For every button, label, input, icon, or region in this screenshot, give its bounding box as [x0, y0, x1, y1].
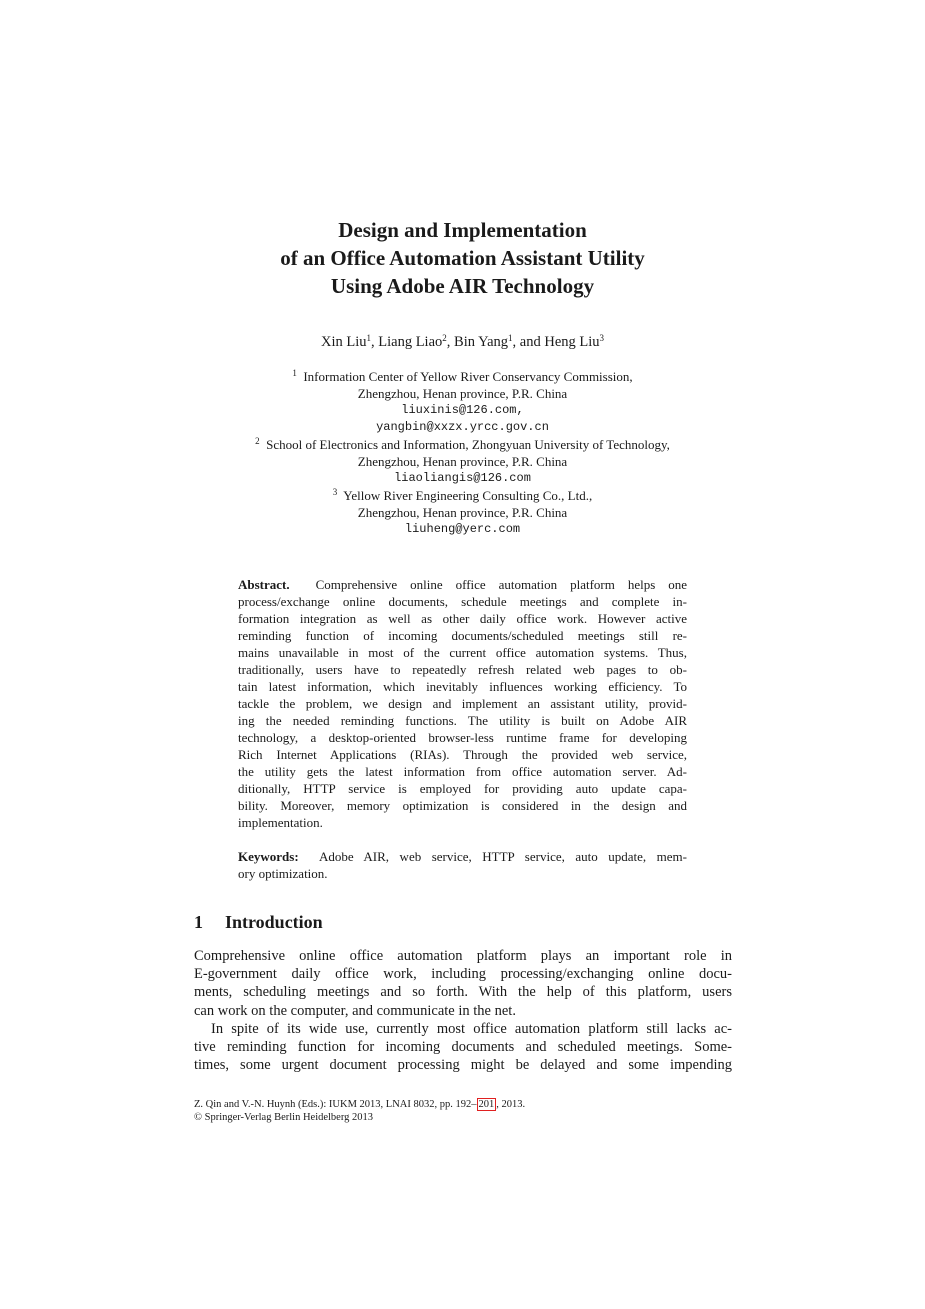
affil-location: Zhengzhou, Henan province, P.R. China	[357, 386, 568, 401]
author-affil-mark: 1	[366, 333, 371, 343]
abstract-line: the utility gets the latest information from office automation server. Ad-	[238, 764, 687, 779]
affiliation-2	[0, 436, 925, 453]
keywords	[238, 848, 687, 882]
body-line: Comprehensive online office automation platform plays an important role in	[194, 948, 732, 964]
section-title: Introduction	[225, 912, 323, 932]
affil-email: liuheng@yerc.com	[404, 522, 521, 536]
abstract-line: reminding function of incoming documents/scheduled meetings still re-	[238, 628, 687, 643]
author-separator: ,	[371, 334, 379, 350]
body-line: times, some urgent document processing might be delayed and some impending	[194, 1057, 732, 1074]
author-separator: ,	[446, 334, 455, 350]
abstract-line: technology, a desktop-oriented browser-less runtime frame for developing	[238, 730, 687, 745]
affil-org: Information Center of Yellow River Conservancy Commission,	[303, 369, 633, 384]
author-name: Bin Yang	[454, 334, 509, 350]
affil-email: liaoliangis@126.com	[394, 471, 531, 485]
abstract-line: tackle the problem, we design and implement an assistant utility, provid-	[238, 696, 687, 711]
section-heading	[194, 910, 323, 934]
affil-mark: 1	[292, 368, 297, 378]
footer-line-1	[194, 1098, 525, 1111]
affil-email: yangbin@xxzx.yrcc.gov.cn	[376, 420, 549, 434]
author-name: Heng Liu	[544, 334, 600, 350]
affil-mark: 2	[255, 436, 260, 446]
abstract	[238, 576, 687, 831]
abstract-line	[238, 576, 687, 593]
abstract-line: bility. Moreover, memory optimization is considered in the design and	[238, 798, 687, 813]
abstract-line: implementation.	[238, 815, 323, 830]
abstract-line: Rich Internet Applications (RIAs). Through the provided web service,	[238, 747, 687, 762]
keywords-line	[238, 848, 687, 865]
abstract-text: Comprehensive online office automation platform helps one	[315, 577, 688, 592]
body-text	[194, 947, 732, 1074]
body-line: tive reminding function for incoming documents and scheduled meetings. Some-	[194, 1039, 732, 1056]
citation-text: Z. Qin and V.-N. Huynh (Eds.): IUKM 2013, LNAI 8032, pp. 192–	[194, 1099, 477, 1110]
title-line-1: Design and Implementation	[338, 218, 587, 242]
affil-mark: 3	[332, 487, 338, 497]
affil-email: liuxinis@126.com,	[401, 403, 524, 417]
body-line: can work on the computer, and communicate in the net.	[194, 1002, 516, 1019]
affiliation-3	[0, 487, 925, 504]
abstract-line: ditionally, HTTP service is employed for providing auto update capa-	[238, 781, 687, 796]
abstract-line: mains unavailable in most of the current office automation systems. Thus,	[238, 645, 687, 660]
abstract-line: ing the needed reminding functions. The utility is built on Adobe AIR	[238, 713, 687, 728]
affiliation-1	[0, 368, 925, 385]
abstract-line: traditionally, users have to repeatedly refresh related web pages to ob-	[238, 662, 687, 677]
author-name: Liang Liao	[378, 334, 443, 350]
abstract-label: Abstract.	[238, 577, 290, 592]
author-list	[0, 333, 925, 351]
footer-citation	[194, 1098, 525, 1124]
citation-year: , 2013.	[496, 1099, 526, 1110]
title-line-2: of an Office Automation Assistant Utility	[280, 246, 645, 270]
copyright-line: © Springer-Verlag Berlin Heidelberg 2013	[194, 1112, 374, 1123]
author-affil-mark: 1	[508, 333, 513, 343]
page-link[interactable]: 201	[478, 1099, 495, 1110]
keywords-text: Adobe AIR, web service, HTTP service, auto update, mem-	[318, 849, 687, 864]
abstract-line: tain latest information, which inevitably influences working efficiency. To	[238, 679, 687, 694]
affiliations	[0, 368, 925, 538]
affil-location: Zhengzhou, Henan province, P.R. China	[357, 454, 568, 469]
affil-org: School of Electronics and Information, Zhongyuan University of Technology,	[266, 437, 670, 452]
keywords-line: ory optimization.	[238, 866, 328, 881]
keywords-label: Keywords:	[238, 849, 299, 864]
author-affil-mark: 3	[599, 333, 605, 343]
paper-title	[0, 216, 925, 300]
affil-location: Zhengzhou, Henan province, P.R. China	[357, 505, 568, 520]
affil-org: Yellow River Engineering Consulting Co., Ltd.,	[343, 488, 593, 503]
abstract-line: formation integration as well as other daily office work. However active	[238, 611, 687, 626]
abstract-line: process/exchange online documents, schedule meetings and complete in-	[238, 594, 687, 609]
section-number: 1	[194, 912, 203, 932]
body-line: In spite of its wide use, currently most office automation platform still lacks ac-	[211, 1020, 732, 1037]
author-separator: , and	[512, 334, 545, 350]
title-line-3: Using Adobe AIR Technology	[330, 274, 595, 298]
author-name: Xin Liu	[320, 334, 367, 350]
author-affil-mark: 2	[442, 333, 447, 343]
body-line: ments, scheduling meetings and so forth. With the help of this platform, users	[194, 984, 732, 1001]
body-line: E-government daily office work, including processing/exchanging online docu-	[194, 966, 732, 983]
